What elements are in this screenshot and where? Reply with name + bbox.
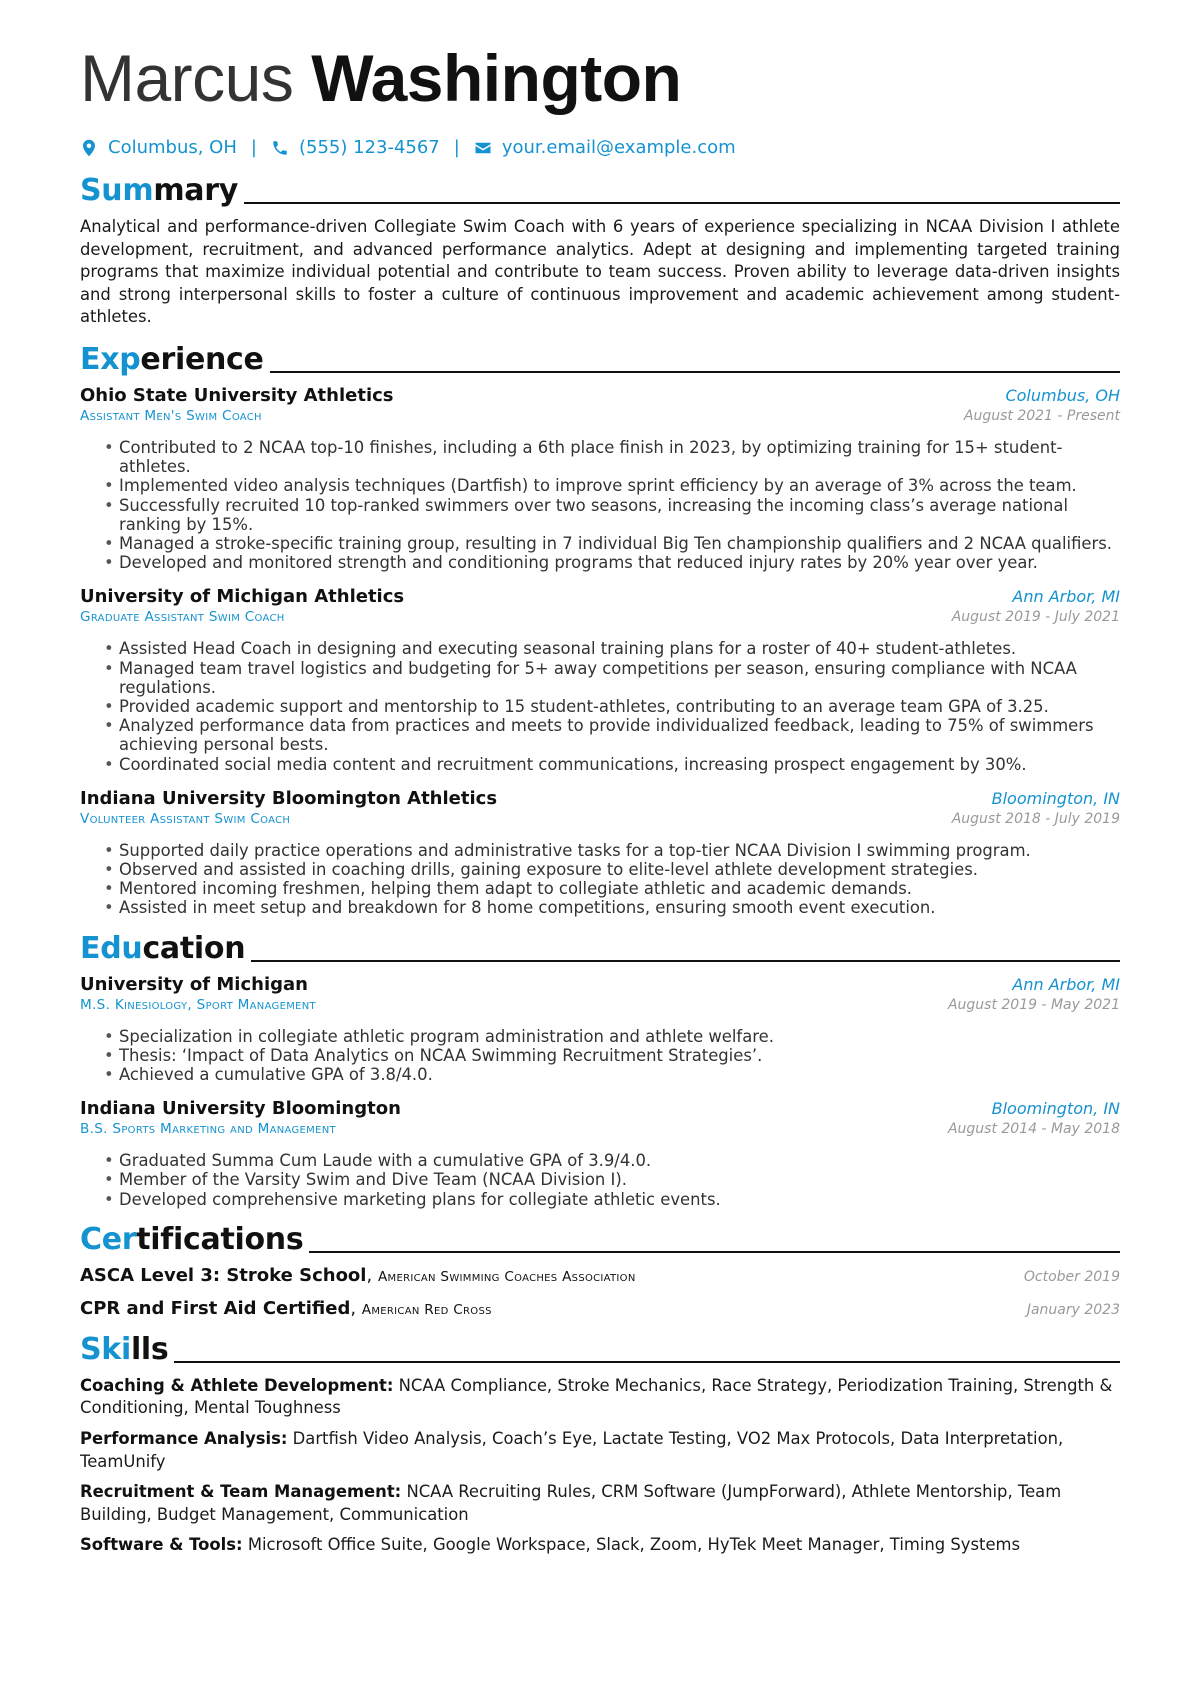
contact-location	[80, 136, 237, 160]
title-accent: Sum	[80, 173, 154, 208]
certification-issuer: American Red Cross	[361, 1301, 492, 1318]
bullet-item: • Supported daily practice operations and administrative tasks for a top-tier NCAA Division I swimming program.	[104, 841, 1120, 860]
bullet-list	[80, 841, 1120, 918]
entry-date: August 2019 - May 2021	[947, 996, 1120, 1013]
section-title	[80, 343, 264, 377]
skill-items: NCAA Compliance, Stroke Mechanics, Race Strategy, Periodization Training, Strength & Conditioning, Mental Toughness	[80, 1375, 1113, 1418]
section-rule	[251, 960, 1120, 962]
summary-text: Analytical and performance-driven Collegiate Swim Coach with 6 years of experience specializing in NCAA Division I athlete development, recruitment, and advanced performance analytics. Adept at designing and implementing targeted training programs that maximize individual potential and contribute to team success. Proven ability to leverage data-driven insights and strong interpersonal skills to foster a culture of continuous improvement and academic achievement among student-athletes.	[80, 217, 1120, 327]
contact-email[interactable]	[474, 136, 736, 160]
education-list	[80, 974, 1120, 1209]
contact-separator: |	[250, 137, 257, 158]
certification-name: ASCA Level 3: Stroke School	[80, 1264, 367, 1286]
first-name: Marcus	[80, 41, 294, 115]
entry-location: Bloomington, IN	[991, 788, 1120, 808]
bullet-item: • Provided academic support and mentorship to 15 student-athletes, contributing to an average team GPA of 3.25.	[104, 697, 1120, 716]
bullet-item: • Implemented video analysis techniques (Dartfish) to improve sprint efficiency by an average of 3% across the team.	[104, 476, 1120, 495]
candidate-name	[80, 36, 1120, 120]
bullet-item: • Managed a stroke-specific training group, resulting in 7 individual Big Ten championship qualifiers and 2 NCAA qualifiers.	[104, 534, 1120, 553]
bullet-item: • Observed and assisted in coaching drills, gaining exposure to elite-level athlete development strategies.	[104, 860, 1120, 879]
title-accent: Ski	[80, 1331, 131, 1367]
certifications-list	[80, 1265, 1120, 1319]
job-title: Volunteer Assistant Swim Coach	[80, 810, 291, 827]
entry-date: August 2021 - Present	[963, 407, 1120, 424]
title-accent: Cer	[80, 1221, 137, 1257]
skill-group	[80, 1481, 1120, 1526]
section-title	[80, 932, 245, 966]
contact-separator: |	[453, 137, 460, 158]
section-title	[80, 174, 238, 208]
section-rule	[270, 371, 1120, 373]
experience-list	[80, 385, 1120, 918]
bullet-list	[80, 438, 1120, 572]
section-title	[80, 1333, 168, 1367]
employer: Ohio State University Athletics	[80, 384, 394, 406]
certification-date: January 2023	[1026, 1301, 1120, 1318]
section-title	[80, 1223, 303, 1257]
title-rest: erience	[140, 341, 264, 377]
certification-name: CPR and First Aid Certified	[80, 1297, 351, 1319]
entry-location: Ann Arbor, MI	[1012, 587, 1120, 607]
employer: Indiana University Bloomington Athletics	[80, 787, 498, 809]
last-name: Washington	[311, 41, 682, 115]
experience-entry	[80, 788, 1120, 918]
location-text: Columbus, OH	[108, 137, 237, 158]
experience-entry	[80, 385, 1120, 572]
bullet-item: • Member of the Varsity Swim and Dive Team (NCAA Division I).	[104, 1170, 1120, 1189]
entry-location: Bloomington, IN	[991, 1099, 1120, 1119]
education-heading	[80, 932, 1120, 966]
skills-heading	[80, 1333, 1120, 1367]
bullet-item: • Mentored incoming freshmen, helping them adapt to collegiate athletic and academic demands.	[104, 879, 1120, 898]
contact-phone[interactable]	[271, 136, 440, 160]
employer: University of Michigan Athletics	[80, 586, 405, 608]
map-marker-icon	[80, 139, 98, 157]
bullet-item: • Graduated Summa Cum Laude with a cumulative GPA of 3.9/4.0.	[104, 1151, 1120, 1170]
bullet-list	[80, 1027, 1120, 1085]
email-text: your.email@example.com	[501, 137, 736, 158]
skill-group	[80, 1534, 1120, 1557]
certification-item: CPR and First Aid Certified, American Red Cross January 2023	[80, 1297, 1120, 1319]
bullet-item: • Achieved a cumulative GPA of 3.8/4.0.	[104, 1065, 1120, 1084]
skill-group	[80, 1375, 1120, 1420]
section-rule	[174, 1361, 1120, 1363]
bullet-item: • Developed and monitored strength and conditioning programs that reduced injury rates by 20% year over year.	[104, 553, 1120, 572]
certifications-heading	[80, 1223, 1120, 1257]
entry-date: August 2019 - July 2021	[951, 609, 1120, 626]
certification-date: October 2019	[1023, 1268, 1120, 1285]
job-title: Graduate Assistant Swim Coach	[80, 609, 285, 626]
title-rest: cation	[142, 930, 246, 966]
bullet-list	[80, 639, 1120, 773]
skill-items: Microsoft Office Suite, Google Workspace, Slack, Zoom, HyTek Meet Manager, Timing Systems	[247, 1535, 1021, 1555]
bullet-item: • Assisted in meet setup and breakdown for 8 home competitions, ensuring smooth event execution.	[104, 898, 1120, 917]
skill-category: Coaching & Athlete Development:	[80, 1375, 394, 1395]
certification-item: ASCA Level 3: Stroke School, American Swimming Coaches Association October 2019	[80, 1264, 1120, 1286]
job-title: Assistant Men's Swim Coach	[80, 407, 262, 424]
title-rest: tifications	[136, 1221, 304, 1257]
entry-location: Ann Arbor, MI	[1012, 974, 1120, 994]
section-rule	[244, 202, 1120, 204]
skill-group	[80, 1428, 1120, 1473]
skill-category: Performance Analysis:	[80, 1429, 288, 1449]
school: University of Michigan	[80, 973, 308, 995]
school: Indiana University Bloomington	[80, 1098, 401, 1120]
section-rule	[309, 1251, 1120, 1253]
bullet-item: • Managed team travel logistics and budgeting for 5+ away competitions per season, ensuring compliance with NCAA regulations.	[104, 659, 1120, 697]
phone-icon	[271, 139, 289, 157]
bullet-item: • Successfully recruited 10 top-ranked swimmers over two seasons, increasing the incoming class’s average national ranking by 15%.	[104, 496, 1120, 534]
skill-items: NCAA Recruiting Rules, CRM Software (JumpForward), Athlete Mentorship, Team Building, Budget Management, Communication	[80, 1482, 1062, 1524]
entry-date: August 2014 - May 2018	[947, 1121, 1120, 1138]
envelope-icon	[474, 139, 492, 157]
skills-list	[80, 1375, 1120, 1557]
bullet-item: • Specialization in collegiate athletic program administration and athlete welfare.	[104, 1027, 1120, 1046]
skill-category: Recruitment & Team Management:	[80, 1482, 402, 1502]
bullet-item: • Contributed to 2 NCAA top-10 finishes, including a 6th place finish in 2023, by optimizing training for 15+ student-athletes.	[104, 438, 1120, 476]
degree: B.S. Sports Marketing and Management	[80, 1121, 336, 1138]
entry-date: August 2018 - July 2019	[951, 810, 1120, 827]
bullet-item: • Assisted Head Coach in designing and executing seasonal training plans for a roster of 40+ student-athletes.	[104, 639, 1120, 658]
experience-entry	[80, 586, 1120, 773]
bullet-item: • Coordinated social media content and recruitment communications, increasing prospect engagement by 30%.	[104, 755, 1120, 774]
skill-category: Software & Tools:	[80, 1535, 243, 1555]
skill-items: Dartfish Video Analysis, Coach’s Eye, Lactate Testing, VO2 Max Protocols, Data Interpretation, TeamUnify	[80, 1429, 1064, 1471]
summary-heading	[80, 174, 1120, 208]
entry-location: Columbus, OH	[1005, 385, 1120, 405]
title-rest: lls	[130, 1331, 169, 1367]
title-accent: Edu	[80, 930, 143, 966]
education-entry	[80, 974, 1120, 1085]
bullet-list	[80, 1151, 1120, 1209]
contact-line	[80, 136, 1120, 160]
title-rest: mary	[153, 173, 238, 208]
title-accent: Exp	[80, 341, 141, 377]
bullet-item: • Developed comprehensive marketing plans for collegiate athletic events.	[104, 1190, 1120, 1209]
experience-heading	[80, 343, 1120, 377]
bullet-item: • Analyzed performance data from practices and meets to provide individualized feedback, leading to 75% of swimmers achieving personal bests.	[104, 716, 1120, 754]
education-entry	[80, 1098, 1120, 1209]
degree: M.S. Kinesiology, Sport Management	[80, 996, 316, 1013]
bullet-item: • Thesis: ‘Impact of Data Analytics on NCAA Swimming Recruitment Strategies’.	[104, 1046, 1120, 1065]
phone-text: (555) 123-4567	[298, 137, 440, 158]
certification-issuer: American Swimming Coaches Association	[377, 1268, 636, 1285]
